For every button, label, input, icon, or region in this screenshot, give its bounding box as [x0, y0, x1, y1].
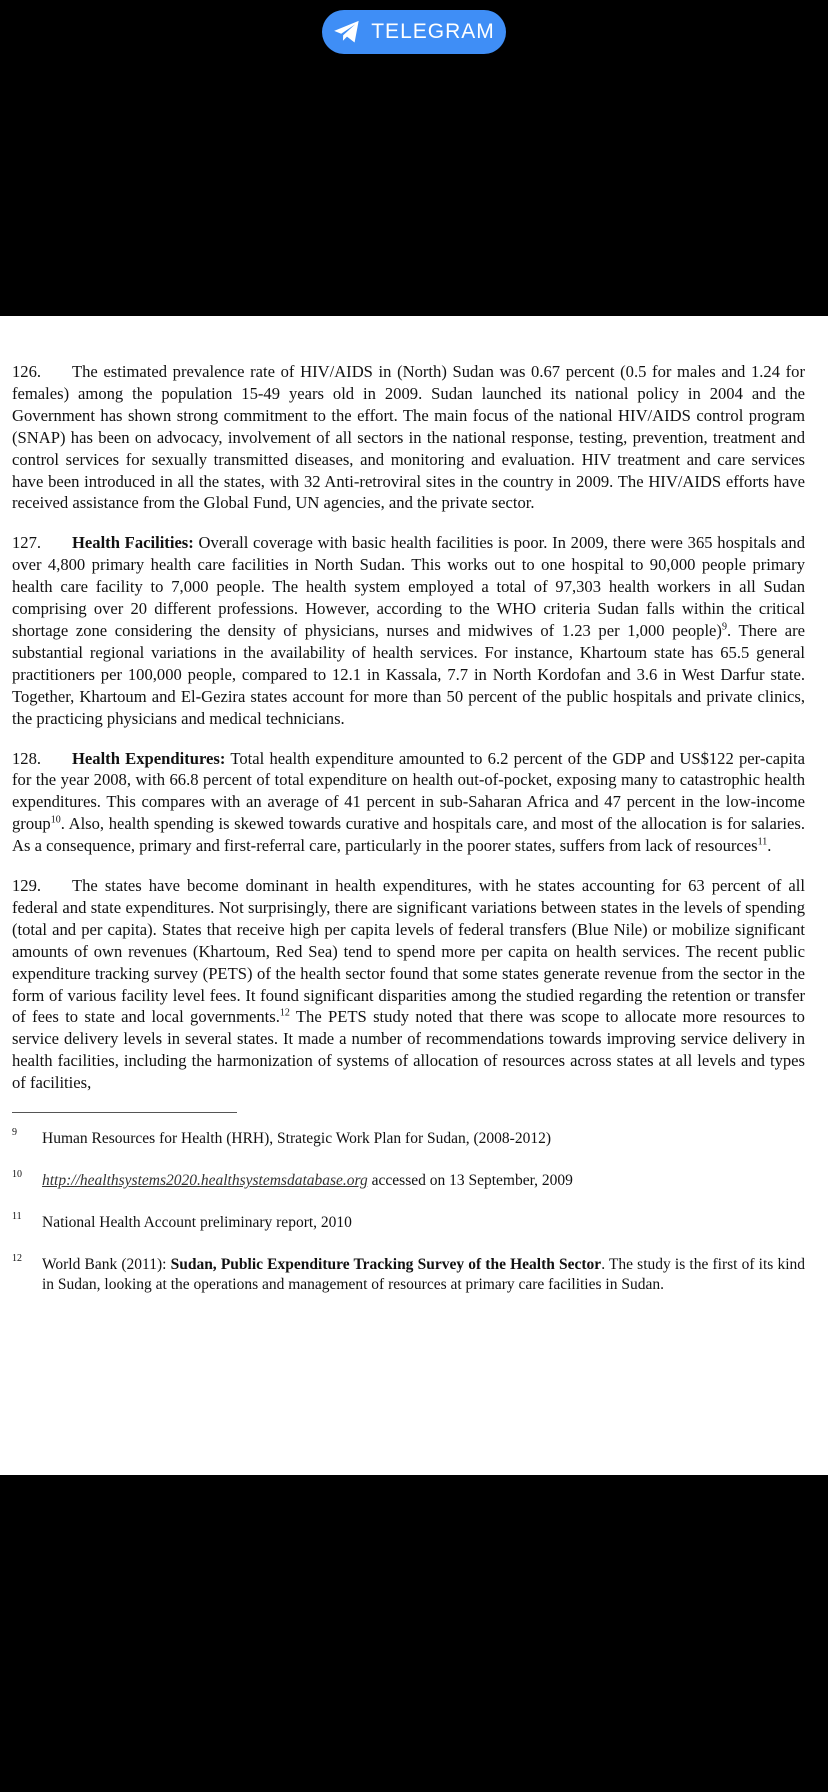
paragraph-text: The states have become dominant in health expenditures, with he states accounting for 63 percent of all federal and state expenditures. Not surprisingly, there are significant variations between states in the levels of spending (total and per capita). States that receive high per capita levels of federal transfers (Blue Nile) or mobilize significant amounts of own revenues (Khartoum, Red Sea) tend to spend more per capita on health services. The recent public expenditure tracking survey (PETS) of the health sector found that some states generate revenue from the sector in the form of various facility level fees. It found significant disparities among the studied regarding the retention or transfer of fees to state and local governments. [12, 876, 805, 1027]
footnote-text: accessed on 13 September, 2009 [367, 1172, 573, 1190]
paragraph-text: The PETS study noted that there was scope to allocate more resources to service delivery levels in several states. It made a number of recommendations towards improving service delivery in health facilities, including the harmonization of systems of allocation of resources across states at all levels and types of facilities, [12, 1007, 805, 1093]
telegram-icon [333, 19, 361, 45]
footnote-9 [12, 1129, 805, 1149]
paragraph-text: . There are substantial regional variations in the availability of health services. For instance, Khartoum state has 65.5 general practitioners per 100,000 people, compared to 12.1 in Kassala, 7.7 in North Kordofan and 3.6 in West Darfur state. Together, Khartoum and El-Gezira states account for more than 50 percent of the public hospitals and private clinics, the practicing physicians and medical technicians. [12, 620, 806, 728]
footnote-text: World Bank (2011): [42, 1256, 171, 1274]
paragraph-text: . [767, 836, 772, 856]
paragraph-text: The estimated prevalence rate of HIV/AIDS in (North) Sudan was 0.67 percent (0.5 for males and 1.24 for females) among the population 15-49 years old in 2009. Sudan launched its national policy in 2004 and the Government has shown strong commitment to the effort. The main focus of the national HIV/AIDS control program (SNAP) has been on advocacy, involvement of all sectors in the national response, testing, prevention, treatment and control services for sexually transmitted diseases, and monitoring and evaluation. HIV treatment and care services have been introduced in all the states, with 32 Anti-retroviral sites in the country in 2009. The HIV/AIDS efforts have received assistance from the Global Fund, UN agencies, and the private sector. [12, 362, 805, 513]
paragraph-number: 126. [12, 362, 42, 381]
footnote-text: National Health Account preliminary report, 2010 [42, 1214, 352, 1232]
paragraph-heading: Health Facilities: [72, 533, 194, 553]
paragraph-heading: Health Expenditures: [72, 748, 226, 768]
footnote-bold-title: Sudan, Public Expenditure Tracking Survey of the Health Sector [170, 1256, 602, 1274]
paragraph-128 [12, 748, 805, 858]
footnote-number: 9 [12, 1127, 17, 1139]
footnote-text: . The study is the first of its kind in Sudan, looking at the operations and management of resources at primary care facilities in Sudan. [42, 1256, 805, 1294]
footnote-12 [12, 1255, 805, 1295]
footnote-text: Human Resources for Health (HRH), Strategic Work Plan for Sudan, (2008-2012) [42, 1130, 551, 1148]
paragraph-126 [12, 361, 805, 514]
telegram-label: TELEGRAM [371, 20, 495, 43]
document-page [0, 316, 828, 1475]
footnote-number: 10 [12, 1169, 22, 1181]
footnote-ref: 10 [50, 814, 61, 826]
footnote-10 [12, 1171, 805, 1191]
footnote-number: 11 [12, 1211, 22, 1223]
footnote-divider [12, 1112, 237, 1113]
paragraph-number: 129. [12, 876, 42, 896]
paragraph-text: Total health expenditure amounted to 6.2 percent of the GDP and US$122 per-capita for the year 2008, with 66.8 percent of total expenditure on health out-of-pocket, exposing many to catastrophic health expenditures. This compares with an average of 41 percent in sub-Saharan Africa and 47 percent in the low-income group [12, 748, 806, 834]
paragraph-text: . Also, health spending is skewed towards curative and hospitals care, and most of the allocation is for salaries. As a consequence, primary and first-referral care, particularly in the poorer states, suffers from lack of resources [12, 814, 805, 856]
paragraph-number: 127. [12, 533, 42, 553]
footnote-11 [12, 1213, 805, 1233]
paragraph-127 [12, 532, 805, 729]
footnote-ref: 9 [721, 621, 727, 633]
paragraph-number: 128. [12, 748, 42, 768]
telegram-button[interactable] [322, 10, 506, 54]
footnote-ref: 11 [757, 836, 768, 848]
footnote-ref: 12 [279, 1007, 290, 1019]
footnote-number: 12 [12, 1253, 22, 1265]
paragraph-text: Overall coverage with basic health facilities is poor. In 2009, there were 365 hospitals and over 4,800 primary health care facilities in North Sudan. This works out to one hospital to 90,000 people primary health care facility to 7,000 people. The health system employed a total of 97,303 health workers in all Sudan comprising over 20 different professions. However, according to the WHO criteria Sudan falls within the critical shortage zone considering the density of physicians, nurses and midwives of 1.23 per 1,000 people) [12, 533, 805, 640]
footnote-link[interactable]: http://healthsystems2020.healthsystemsdatabase.org [42, 1172, 368, 1190]
paragraph-129 [12, 875, 805, 1094]
